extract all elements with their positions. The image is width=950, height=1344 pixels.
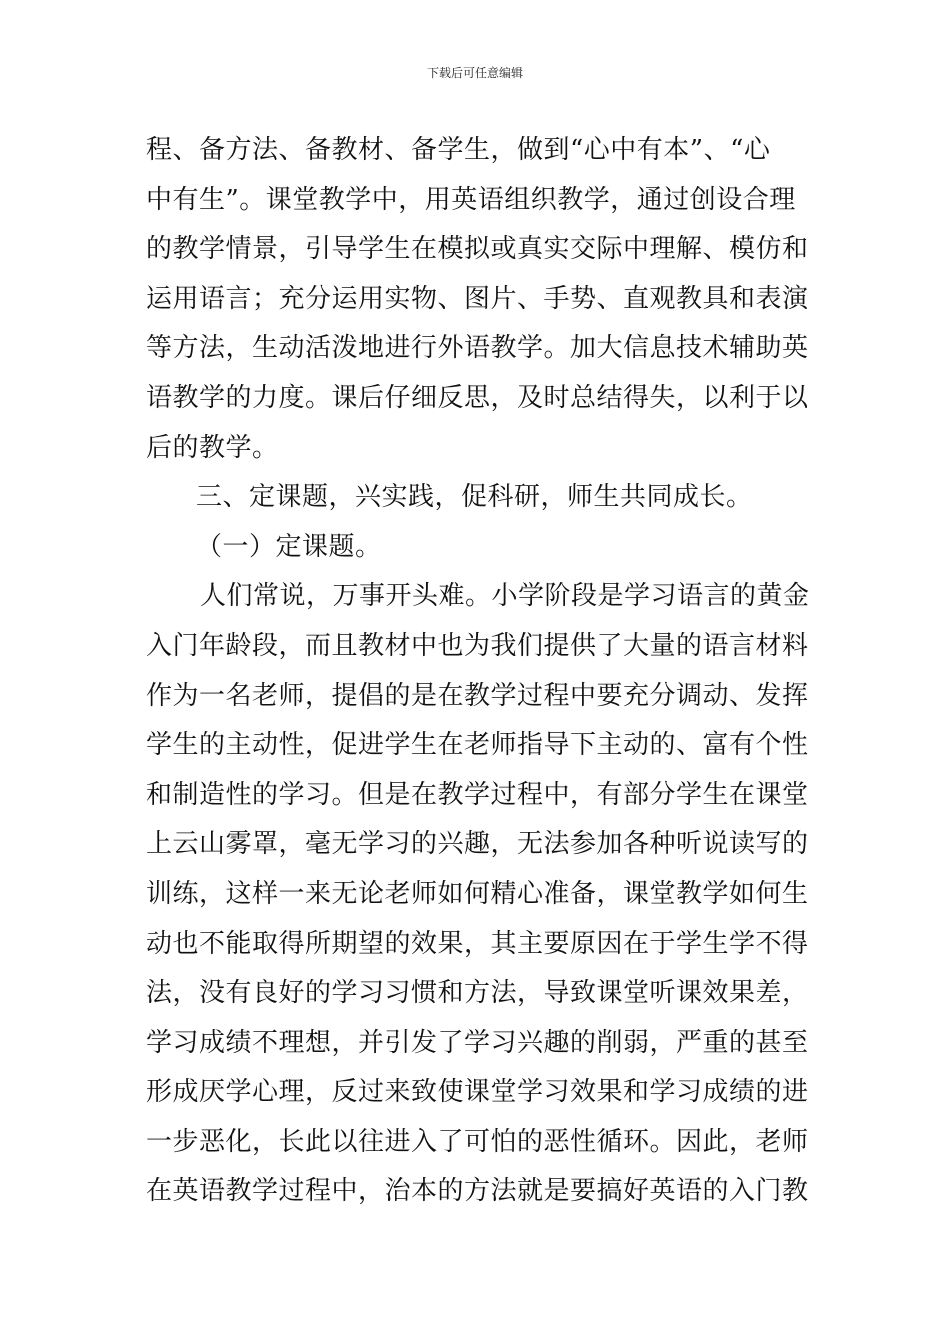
text-line: 动也不能取得所期望的效果，其主要原因在于学生学不得: [146, 928, 809, 959]
page-header: 下载后可任意编辑: [426, 66, 523, 80]
text-line: 人们常说，万事开头难。小学阶段是学习语言的黄金: [200, 581, 810, 612]
text-line: 三、定课题，兴实践，促科研，师生共同成长。: [196, 482, 753, 513]
text-line: （一）定课题。: [196, 531, 382, 562]
text-line: 学生的主动性，促进学生在老师指导下主动的、富有个性: [146, 730, 809, 761]
text-line: 法，没有良好的学习习惯和方法，导致课堂听课效果差，: [146, 978, 809, 1009]
document-body: [146, 126, 810, 1217]
text-line: 运用语言；充分运用实物、图片、手势、直观教具和表演: [146, 283, 809, 314]
text-line: 在英语教学过程中，治本的方法就是要搞好英语的入门教: [146, 1176, 809, 1207]
text-line: 中有生”。课堂教学中，用英语组织教学，通过创设合理: [146, 184, 796, 215]
text-line: 语教学的力度。课后仔细反思，及时总结得失，以利于以: [146, 382, 809, 413]
text-line: 后的教学。: [146, 432, 279, 463]
text-line: 程、备方法、备教材、备学生，做到“心中有本”、“心: [146, 135, 771, 165]
text-line: 等方法，生动活泼地进行外语教学。加大信息技术辅助英: [146, 333, 809, 364]
text-line: 的教学情景，引导学生在模拟或真实交际中理解、模仿和: [146, 234, 809, 265]
text-line: 入门年龄段，而且教材中也为我们提供了大量的语言材料: [146, 630, 809, 661]
text-line: 上云山雾罩，毫无学习的兴趣，无法参加各种听说读写的: [146, 829, 809, 860]
text-line: 作为一名老师，提倡的是在教学过程中要充分调动、发挥: [146, 680, 809, 711]
text-line: 和制造性的学习。但是在教学过程中，有部分学生在课堂: [146, 779, 809, 810]
text-line: 学习成绩不理想，并引发了学习兴趣的削弱，严重的甚至: [146, 1027, 809, 1058]
text-line: 形成厌学心理，反过来致使课堂学习效果和学习成绩的进: [146, 1077, 809, 1108]
text-line: 训练，这样一来无论老师如何精心准备，课堂教学如何生: [146, 878, 809, 909]
text-line: 一步恶化，长此以往进入了可怕的恶性循环。因此，老师: [146, 1126, 809, 1157]
